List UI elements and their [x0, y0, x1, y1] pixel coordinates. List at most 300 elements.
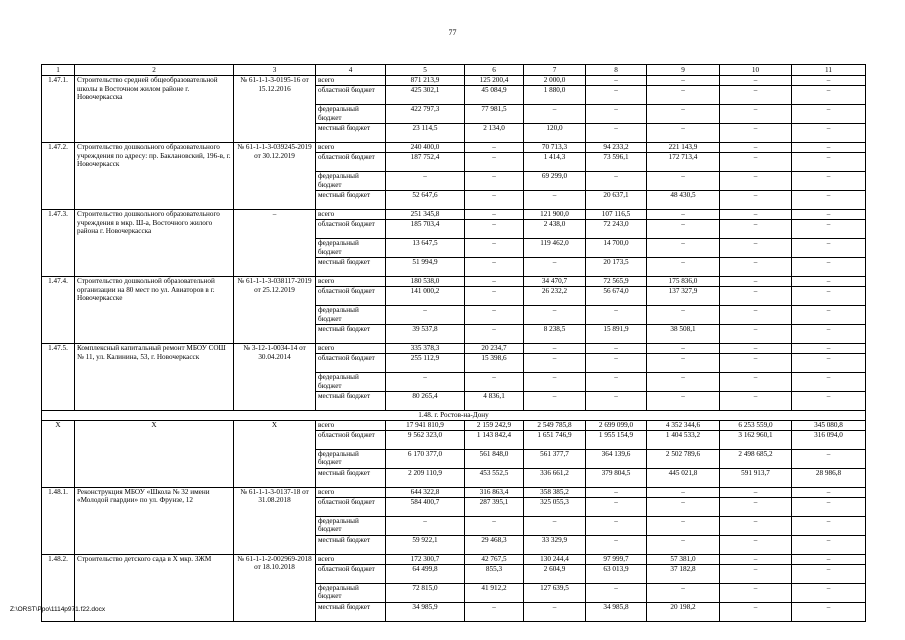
- value-cell: –: [647, 516, 720, 535]
- value-cell: –: [792, 487, 866, 497]
- funding-source: федеральный бюджет: [316, 172, 386, 191]
- value-cell: –: [720, 124, 792, 143]
- value-cell: –: [792, 516, 866, 535]
- value-cell: –: [720, 306, 792, 325]
- value-cell: –: [720, 86, 792, 105]
- funding-source: всего: [316, 554, 386, 564]
- value-cell: –: [792, 86, 866, 105]
- value-cell: 185 703,4: [386, 220, 465, 239]
- value-cell: –: [720, 602, 792, 621]
- item-name: Х: [75, 420, 234, 487]
- value-cell: –: [586, 373, 647, 392]
- value-cell: –: [647, 583, 720, 602]
- document-number: № 61-1-1-3-0195-16 от 15.12.2016: [234, 76, 316, 143]
- value-cell: 316 094,0: [792, 430, 866, 449]
- value-cell: 37 182,8: [647, 564, 720, 583]
- table-row: [42, 277, 866, 287]
- value-cell: 172 300,7: [386, 554, 465, 564]
- funding-source: местный бюджет: [316, 468, 386, 487]
- value-cell: 175 836,0: [647, 277, 720, 287]
- value-cell: 6 253 559,0: [720, 420, 792, 430]
- value-cell: –: [720, 239, 792, 258]
- value-cell: –: [792, 76, 866, 86]
- value-cell: 107 116,5: [586, 210, 647, 220]
- value-cell: 561 848,0: [465, 449, 524, 468]
- value-cell: 14 700,0: [586, 239, 647, 258]
- value-cell: 445 021,8: [647, 468, 720, 487]
- header-cell: 2: [75, 65, 234, 76]
- table-row: [42, 210, 866, 220]
- value-cell: 591 913,7: [720, 468, 792, 487]
- value-cell: 1 404 533,2: [647, 430, 720, 449]
- header-cell: 9: [647, 65, 720, 76]
- item-name: Строительство детского сада в Х мкр. ЗЖМ: [75, 554, 234, 621]
- value-cell: –: [465, 210, 524, 220]
- value-cell: –: [720, 487, 792, 497]
- value-cell: 20 173,5: [586, 258, 647, 277]
- value-cell: 2 159 242,9: [465, 420, 524, 430]
- value-cell: 2 699 099,0: [586, 420, 647, 430]
- funding-source: всего: [316, 76, 386, 86]
- funding-source: всего: [316, 210, 386, 220]
- value-cell: 2 209 110,9: [386, 468, 465, 487]
- value-cell: –: [792, 354, 866, 373]
- item-number: 1.47.5.: [42, 344, 75, 411]
- value-cell: 20 198,2: [647, 602, 720, 621]
- section-row: [42, 411, 866, 421]
- value-cell: 1 651 746,9: [524, 430, 586, 449]
- value-cell: –: [792, 239, 866, 258]
- value-cell: 855,3: [465, 564, 524, 583]
- value-cell: –: [792, 143, 866, 153]
- value-cell: –: [586, 497, 647, 516]
- value-cell: 121 900,0: [524, 210, 586, 220]
- value-cell: –: [720, 497, 792, 516]
- item-name: Строительство дошкольного образовательного учреждения по адресу: пр. Баклановский, 196-в, г. Новочеркасск: [75, 143, 234, 210]
- value-cell: –: [386, 306, 465, 325]
- value-cell: 28 986,8: [792, 468, 866, 487]
- value-cell: 20 637,1: [586, 191, 647, 210]
- header-cell: 11: [792, 65, 866, 76]
- value-cell: –: [465, 220, 524, 239]
- funding-source: местный бюджет: [316, 325, 386, 344]
- value-cell: 221 143,9: [647, 143, 720, 153]
- funding-source: областной бюджет: [316, 497, 386, 516]
- value-cell: 17 941 810,9: [386, 420, 465, 430]
- value-cell: –: [647, 258, 720, 277]
- value-cell: –: [586, 306, 647, 325]
- table-row: [42, 76, 866, 86]
- header-cell: 4: [316, 65, 386, 76]
- value-cell: –: [720, 554, 792, 564]
- table-row: [42, 487, 866, 497]
- item-number: 1.47.2.: [42, 143, 75, 210]
- value-cell: 6 170 377,0: [386, 449, 465, 468]
- table-row: [42, 143, 866, 153]
- item-name: Строительство дошкольного образовательного учреждения в мкр. Ш-а, Восточного жилого района г. Новочеркасска: [75, 210, 234, 277]
- header-cell: 10: [720, 65, 792, 76]
- value-cell: 345 080,8: [792, 420, 866, 430]
- funding-source: федеральный бюджет: [316, 306, 386, 325]
- value-cell: –: [720, 344, 792, 354]
- value-cell: 63 013,9: [586, 564, 647, 583]
- value-cell: –: [720, 258, 792, 277]
- value-cell: –: [720, 191, 792, 210]
- value-cell: 2 134,0: [465, 124, 524, 143]
- value-cell: 379 804,5: [586, 468, 647, 487]
- value-cell: –: [720, 105, 792, 124]
- funding-source: федеральный бюджет: [316, 449, 386, 468]
- value-cell: –: [720, 516, 792, 535]
- value-cell: 80 265,4: [386, 392, 465, 411]
- funding-source: всего: [316, 143, 386, 153]
- funding-source: областной бюджет: [316, 287, 386, 306]
- value-cell: –: [792, 449, 866, 468]
- value-cell: 251 345,8: [386, 210, 465, 220]
- value-cell: 34 985,8: [586, 602, 647, 621]
- item-name: Строительство средней общеобразовательной школы в Восточном жилом районе г. Новочеркасска: [75, 76, 234, 143]
- value-cell: –: [586, 535, 647, 554]
- funding-source: местный бюджет: [316, 535, 386, 554]
- value-cell: –: [524, 602, 586, 621]
- value-cell: –: [720, 210, 792, 220]
- value-cell: –: [792, 277, 866, 287]
- value-cell: 20 234,7: [465, 344, 524, 354]
- value-cell: –: [792, 497, 866, 516]
- value-cell: –: [647, 487, 720, 497]
- value-cell: 240 400,0: [386, 143, 465, 153]
- value-cell: –: [647, 306, 720, 325]
- header-row: [42, 65, 866, 76]
- value-cell: 9 562 323,0: [386, 430, 465, 449]
- value-cell: –: [647, 239, 720, 258]
- value-cell: –: [465, 258, 524, 277]
- value-cell: 38 508,1: [647, 325, 720, 344]
- value-cell: 8 238,5: [524, 325, 586, 344]
- item-number: Х: [42, 420, 75, 487]
- value-cell: 72 243,0: [586, 220, 647, 239]
- value-cell: –: [792, 220, 866, 239]
- value-cell: 364 139,6: [586, 449, 647, 468]
- funding-source: федеральный бюджет: [316, 105, 386, 124]
- value-cell: –: [720, 392, 792, 411]
- value-cell: 120,0: [524, 124, 586, 143]
- value-cell: 72 815,0: [386, 583, 465, 602]
- value-cell: –: [465, 239, 524, 258]
- value-cell: 59 922,1: [386, 535, 465, 554]
- funding-source: всего: [316, 420, 386, 430]
- value-cell: 1 414,3: [524, 153, 586, 172]
- value-cell: 871 213,9: [386, 76, 465, 86]
- value-cell: 1 143 842,4: [465, 430, 524, 449]
- value-cell: 325 055,3: [524, 497, 586, 516]
- value-cell: 42 767,5: [465, 554, 524, 564]
- value-cell: –: [792, 373, 866, 392]
- document-number: № 61-1-1-3-039245-2019 от 30.12.2019: [234, 143, 316, 210]
- value-cell: –: [792, 583, 866, 602]
- item-name: Реконструкция МБОУ «Школа № 32 имени «Молодой гвардии» по ул. Фрунзе, 12: [75, 487, 234, 554]
- value-cell: –: [524, 354, 586, 373]
- value-cell: –: [792, 554, 866, 564]
- value-cell: –: [720, 172, 792, 191]
- value-cell: –: [586, 487, 647, 497]
- item-number: 1.48.2.: [42, 554, 75, 621]
- value-cell: –: [720, 325, 792, 344]
- header-cell: 7: [524, 65, 586, 76]
- value-cell: 29 468,3: [465, 535, 524, 554]
- value-cell: 425 302,1: [386, 86, 465, 105]
- value-cell: –: [792, 210, 866, 220]
- section-title: 1.48. г. Ростов-на-Дону: [42, 411, 866, 421]
- funding-source: федеральный бюджет: [316, 583, 386, 602]
- value-cell: –: [586, 124, 647, 143]
- document-number: № 61-1-1-3-0137-18 от 31.08.2018: [234, 487, 316, 554]
- value-cell: –: [792, 287, 866, 306]
- value-cell: –: [524, 306, 586, 325]
- value-cell: 39 537,8: [386, 325, 465, 344]
- value-cell: –: [720, 277, 792, 287]
- value-cell: 180 538,0: [386, 277, 465, 287]
- funding-source: местный бюджет: [316, 392, 386, 411]
- funding-source: областной бюджет: [316, 354, 386, 373]
- value-cell: 316 863,4: [465, 487, 524, 497]
- value-cell: –: [524, 392, 586, 411]
- value-cell: –: [792, 535, 866, 554]
- header-cell: 5: [386, 65, 465, 76]
- table-row: [42, 420, 866, 430]
- value-cell: –: [720, 373, 792, 392]
- value-cell: –: [386, 516, 465, 535]
- header-cell: 6: [465, 65, 524, 76]
- value-cell: 69 299,0: [524, 172, 586, 191]
- value-cell: 584 400,7: [386, 497, 465, 516]
- value-cell: –: [465, 516, 524, 535]
- value-cell: –: [647, 354, 720, 373]
- page-number: 77: [448, 28, 457, 37]
- value-cell: –: [586, 516, 647, 535]
- value-cell: –: [524, 373, 586, 392]
- value-cell: –: [647, 86, 720, 105]
- value-cell: –: [647, 210, 720, 220]
- table-row: [42, 554, 866, 564]
- header-cell: 3: [234, 65, 316, 76]
- item-name: Комплексный капитальный ремонт МБОУ СОШ № 11, ул. Калинина, 53, г. Новочеркасск: [75, 344, 234, 411]
- value-cell: –: [647, 124, 720, 143]
- value-cell: 15 891,9: [586, 325, 647, 344]
- value-cell: –: [792, 258, 866, 277]
- value-cell: –: [386, 373, 465, 392]
- item-number: 1.47.3.: [42, 210, 75, 277]
- value-cell: 125 200,4: [465, 76, 524, 86]
- funding-source: областной бюджет: [316, 564, 386, 583]
- value-cell: 73 596,1: [586, 153, 647, 172]
- value-cell: –: [586, 354, 647, 373]
- value-cell: –: [792, 602, 866, 621]
- value-cell: 644 322,8: [386, 487, 465, 497]
- funding-source: областной бюджет: [316, 153, 386, 172]
- value-cell: –: [647, 373, 720, 392]
- funding-source: местный бюджет: [316, 124, 386, 143]
- value-cell: 2 438,0: [524, 220, 586, 239]
- funding-source: местный бюджет: [316, 191, 386, 210]
- value-cell: –: [792, 153, 866, 172]
- value-cell: –: [647, 535, 720, 554]
- value-cell: 23 114,5: [386, 124, 465, 143]
- value-cell: –: [465, 373, 524, 392]
- header-cell: 1: [42, 65, 75, 76]
- document-number: Х: [234, 420, 316, 487]
- value-cell: 453 552,5: [465, 468, 524, 487]
- value-cell: 561 377,7: [524, 449, 586, 468]
- value-cell: –: [465, 287, 524, 306]
- value-cell: –: [792, 124, 866, 143]
- value-cell: 336 661,2: [524, 468, 586, 487]
- value-cell: –: [465, 191, 524, 210]
- value-cell: 51 994,9: [386, 258, 465, 277]
- value-cell: 1 880,0: [524, 86, 586, 105]
- funding-source: федеральный бюджет: [316, 516, 386, 535]
- value-cell: 94 233,2: [586, 143, 647, 153]
- value-cell: –: [792, 172, 866, 191]
- value-cell: 255 112,9: [386, 354, 465, 373]
- value-cell: 130 244,4: [524, 554, 586, 564]
- value-cell: –: [647, 392, 720, 411]
- value-cell: 70 713,3: [524, 143, 586, 153]
- value-cell: 358 385,2: [524, 487, 586, 497]
- value-cell: –: [720, 535, 792, 554]
- value-cell: 1 955 154,9: [586, 430, 647, 449]
- value-cell: 4 836,1: [465, 392, 524, 411]
- budget-table: [41, 64, 866, 622]
- document-number: № 61-1-1-3-038117-2019 от 25.12.2019: [234, 277, 316, 344]
- value-cell: 2 604,9: [524, 564, 586, 583]
- value-cell: –: [720, 153, 792, 172]
- value-cell: 97 999,7: [586, 554, 647, 564]
- value-cell: 137 327,9: [647, 287, 720, 306]
- value-cell: –: [524, 105, 586, 124]
- value-cell: 33 329,9: [524, 535, 586, 554]
- funding-source: всего: [316, 344, 386, 354]
- value-cell: –: [465, 325, 524, 344]
- value-cell: –: [792, 564, 866, 583]
- value-cell: –: [465, 143, 524, 153]
- value-cell: 187 752,4: [386, 153, 465, 172]
- value-cell: –: [647, 497, 720, 516]
- value-cell: 2 498 685,2: [720, 449, 792, 468]
- value-cell: –: [792, 344, 866, 354]
- value-cell: 15 398,6: [465, 354, 524, 373]
- value-cell: 56 674,0: [586, 287, 647, 306]
- file-path-footer: Z:\ORST\Ppo\1114p971.f22.docx: [10, 606, 106, 613]
- value-cell: –: [720, 564, 792, 583]
- value-cell: –: [524, 258, 586, 277]
- value-cell: –: [647, 172, 720, 191]
- value-cell: –: [465, 153, 524, 172]
- value-cell: –: [720, 220, 792, 239]
- document-number: –: [234, 210, 316, 277]
- value-cell: 52 647,6: [386, 191, 465, 210]
- value-cell: –: [792, 392, 866, 411]
- value-cell: 335 378,3: [386, 344, 465, 354]
- value-cell: –: [720, 287, 792, 306]
- value-cell: –: [586, 86, 647, 105]
- value-cell: 57 381,0: [647, 554, 720, 564]
- value-cell: –: [792, 306, 866, 325]
- value-cell: –: [720, 76, 792, 86]
- funding-source: местный бюджет: [316, 258, 386, 277]
- value-cell: 45 084,9: [465, 86, 524, 105]
- value-cell: 119 462,0: [524, 239, 586, 258]
- value-cell: –: [720, 354, 792, 373]
- value-cell: –: [720, 583, 792, 602]
- value-cell: –: [792, 105, 866, 124]
- value-cell: 4 352 344,6: [647, 420, 720, 430]
- funding-source: федеральный бюджет: [316, 373, 386, 392]
- value-cell: –: [465, 602, 524, 621]
- value-cell: 287 395,1: [465, 497, 524, 516]
- value-cell: –: [720, 143, 792, 153]
- value-cell: 77 981,5: [465, 105, 524, 124]
- value-cell: –: [386, 172, 465, 191]
- funding-source: областной бюджет: [316, 86, 386, 105]
- value-cell: –: [586, 76, 647, 86]
- value-cell: –: [524, 344, 586, 354]
- item-name: Строительство дошкольной образовательной организации на 80 мест по ул. Авиаторов в г. Новочеркасске: [75, 277, 234, 344]
- value-cell: –: [792, 191, 866, 210]
- value-cell: –: [465, 277, 524, 287]
- value-cell: 72 565,9: [586, 277, 647, 287]
- funding-source: федеральный бюджет: [316, 239, 386, 258]
- value-cell: –: [586, 583, 647, 602]
- value-cell: –: [465, 306, 524, 325]
- header-cell: 8: [586, 65, 647, 76]
- value-cell: 172 713,4: [647, 153, 720, 172]
- value-cell: –: [792, 325, 866, 344]
- value-cell: –: [647, 220, 720, 239]
- value-cell: 41 912,2: [465, 583, 524, 602]
- document-number: № 61-1-1-2-002969-2018 от 18.10.2018: [234, 554, 316, 621]
- value-cell: –: [586, 344, 647, 354]
- funding-source: областной бюджет: [316, 220, 386, 239]
- value-cell: –: [647, 344, 720, 354]
- value-cell: –: [465, 172, 524, 191]
- item-number: 1.47.1.: [42, 76, 75, 143]
- funding-source: областной бюджет: [316, 430, 386, 449]
- funding-source: всего: [316, 487, 386, 497]
- funding-source: местный бюджет: [316, 602, 386, 621]
- value-cell: –: [524, 516, 586, 535]
- funding-source: всего: [316, 277, 386, 287]
- value-cell: 48 430,5: [647, 191, 720, 210]
- table-row: [42, 344, 866, 354]
- value-cell: 34 985,9: [386, 602, 465, 621]
- value-cell: 2 000,0: [524, 76, 586, 86]
- document-number: № 3-12-1-0034-14 от 30.04.2014: [234, 344, 316, 411]
- value-cell: 26 232,2: [524, 287, 586, 306]
- value-cell: 2 502 789,6: [647, 449, 720, 468]
- value-cell: –: [647, 76, 720, 86]
- value-cell: –: [524, 191, 586, 210]
- value-cell: –: [586, 105, 647, 124]
- value-cell: 64 499,8: [386, 564, 465, 583]
- item-number: 1.48.1.: [42, 487, 75, 554]
- value-cell: 141 000,2: [386, 287, 465, 306]
- value-cell: 422 797,3: [386, 105, 465, 124]
- value-cell: 2 549 785,8: [524, 420, 586, 430]
- value-cell: 13 647,5: [386, 239, 465, 258]
- value-cell: –: [647, 105, 720, 124]
- value-cell: –: [586, 392, 647, 411]
